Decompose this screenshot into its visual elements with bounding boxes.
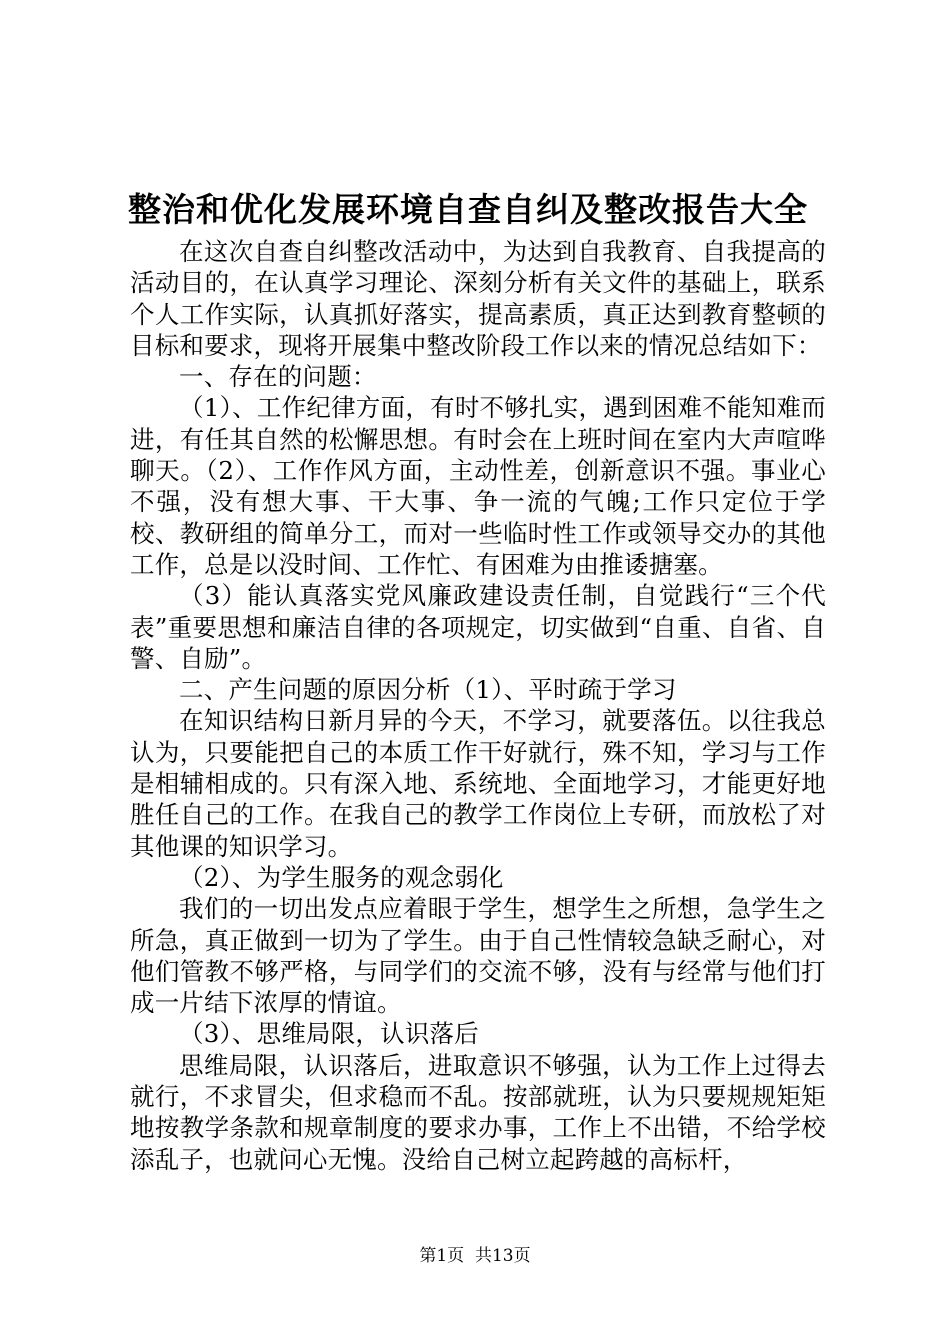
paragraph-problem-3: （3）能认真落实党风廉政建设责任制，自觉践行“三个代表”重要思想和廉洁自律的各项规定，切实做到“自重、自省、自警、自励”。: [130, 581, 826, 673]
paragraph-cause-3: 思维局限，认识落后，进取意识不够强，认为工作上过得去就行，不求冒尖，但求稳而不乱。按部就班，认为只要规规矩矩地按教学条款和规章制度的要求办事，工作上不出错，不给学校添乱子，也就问心无愧。没给自己树立起跨越的高标杆，: [130, 1050, 826, 1174]
subheading-cause-3: （3）、思维局限，认识落后: [179, 1019, 479, 1049]
paragraph-cause-1: 在知识结构日新月异的今天，不学习，就要落伍。以往我总认为，只要能把自己的本质工作干好就行，殊不知，学习与工作是相辅相成的。只有深入地、系统地、全面地学习，才能更好地胜任自己的工作。在我自己的教学工作岗位上专研，而放松了对其他课的知识学习。: [130, 706, 826, 861]
document-body: [130, 236, 826, 1175]
heading-problems: 一、存在的问题：: [179, 362, 377, 392]
subheading-cause-2: （2）、为学生服务的观念弱化: [179, 862, 504, 892]
paragraph-cause-2: 我们的一切出发点应着眼于学生，想学生之所想，急学生之所急，真正做到一切为了学生。由于自己性情较急缺乏耐心，对他们管教不够严格，与同学们的交流不够，没有与经常与他们打成一片结下浓厚的情谊。: [130, 894, 826, 1018]
paragraph-problem-1-2: （1）、工作纪律方面，有时不够扎实，遇到困难不能知难而进，有任其自然的松懈思想。有时会在上班时间在室内大声喧哗聊天。（2）、工作作风方面，主动性差，创新意识不强。事业心不强，没有想大事、干大事、争一流的气魄;工作只定位于学校、教研组的简单分工，而对一些临时性工作或领导交办的其他工作，总是以没时间、工作忙、有困难为由推诿搪塞。: [130, 393, 826, 579]
paragraph-intro: 在这次自查自纠整改活动中，为达到自我教育、自我提高的活动目的，在认真学习理论、深刻分析有关文件的基础上，联系个人工作实际，认真抓好落实，提高素质，真正达到教育整顿的目标和要求，现将开展集中整改阶段工作以来的情况总结如下：: [130, 237, 826, 360]
page-footer: [0, 1244, 950, 1268]
page-number: 第1页 共13页: [419, 1246, 531, 1266]
document-title: 整治和优化发展环境自查自纠及整改报告大全: [128, 190, 808, 229]
heading-causes: 二、产生问题的原因分析（1）、平时疏于学习: [179, 675, 677, 705]
